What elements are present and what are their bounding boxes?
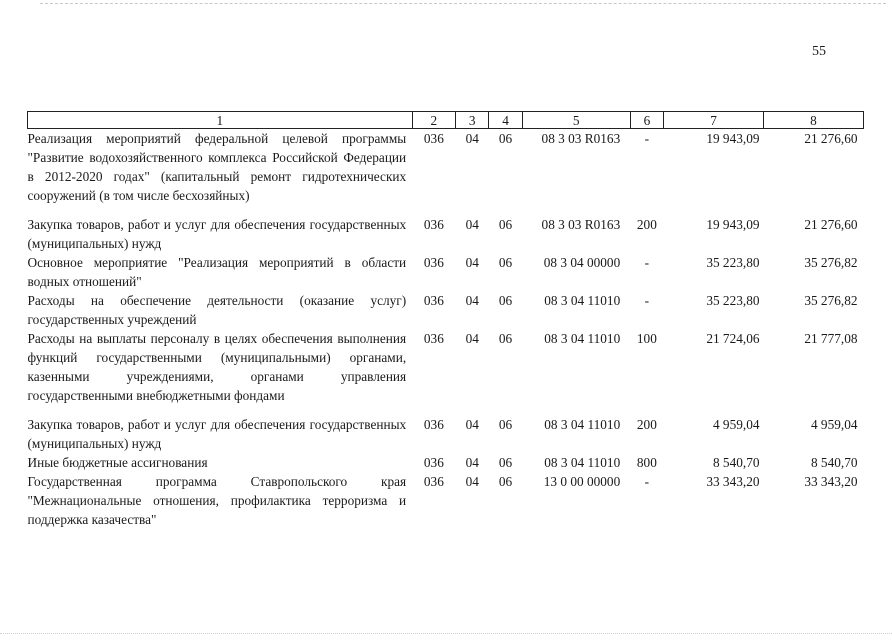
amount-col8: 35 276,82 (804, 293, 858, 308)
target-article-code: 08 3 03 R0163 (541, 131, 621, 146)
expense-type-code: - (644, 255, 650, 270)
expense-type-code: 800 (636, 455, 657, 470)
amount-col7: 4 959,04 (712, 417, 760, 432)
section-code: 04 (465, 417, 479, 432)
amount-col8: 21 276,60 (804, 217, 858, 232)
expense-name: Расходы на обеспечение деятельности (оказание услуг) государственных учреждений (27, 293, 407, 327)
amount-col7: 19 943,09 (706, 217, 760, 232)
expense-type-code: 100 (636, 331, 657, 346)
amount-col8: 21 276,60 (804, 131, 858, 146)
expense-name: Расходы на выплаты персоналу в целях обеспечения выполнения функций государственными (муниципальными) органами, казенными учреждениями, органами управления государственными внебюджетными фондами (27, 331, 407, 403)
table-row (28, 472, 864, 529)
ministry-code: 036 (423, 417, 444, 432)
target-article-code: 08 3 04 11010 (544, 331, 621, 346)
amount-col8: 33 343,20 (804, 474, 858, 489)
subsection-code: 06 (498, 293, 513, 308)
subsection-code: 06 (498, 455, 513, 470)
table-row (28, 129, 864, 206)
column-header: 6 (630, 112, 663, 129)
budget-table (27, 111, 864, 529)
expense-name: Закупка товаров, работ и услуг для обеспечения государственных (муниципальных) нужд (27, 417, 407, 451)
expense-name: Реализация мероприятий федеральной целевой программы "Развитие водохозяйственного комплекса Российской Федерации в 2012-2020 годах" (капитальный ремонт гидротехнических сооружений (в том числе бесхозяйных) (27, 131, 407, 203)
amount-col8: 8 540,70 (810, 455, 858, 470)
expense-type-code: - (644, 474, 650, 489)
ministry-code: 036 (423, 255, 444, 270)
target-article-code: 13 0 00 00000 (543, 474, 621, 489)
column-header: 8 (764, 112, 864, 129)
table-row (28, 453, 864, 472)
column-header: 2 (412, 112, 455, 129)
column-header: 1 (28, 112, 413, 129)
amount-col8: 4 959,04 (810, 417, 858, 432)
expense-name: Закупка товаров, работ и услуг для обеспечения государственных (муниципальных) нужд (27, 217, 407, 251)
target-article-code: 08 3 04 11010 (544, 417, 621, 432)
amount-col7: 33 343,20 (706, 474, 760, 489)
ministry-code: 036 (423, 455, 444, 470)
expense-type-code: - (644, 131, 650, 146)
target-article-code: 08 3 04 11010 (544, 455, 621, 470)
expense-type-code: 200 (636, 217, 657, 232)
subsection-code: 06 (498, 255, 513, 270)
scan-edge-bottom (0, 633, 892, 634)
target-article-code: 08 3 03 R0163 (541, 217, 621, 232)
column-header: 7 (664, 112, 764, 129)
amount-col7: 8 540,70 (712, 455, 760, 470)
expense-type-code: 200 (636, 417, 657, 432)
table-row (28, 329, 864, 405)
expense-name: Государственная программа Ставропольского края "Межнациональные отношения, профилактика терроризма и поддержка казачества" (27, 474, 407, 527)
expense-name: Основное мероприятие "Реализация мероприятий в области водных отношений" (27, 255, 407, 289)
table-row (28, 215, 864, 253)
column-header: 4 (489, 112, 522, 129)
amount-col7: 35 223,80 (706, 255, 760, 270)
section-code: 04 (465, 131, 479, 146)
amount-col7: 19 943,09 (706, 131, 760, 146)
ministry-code: 036 (423, 474, 444, 489)
section-code: 04 (465, 217, 479, 232)
target-article-code: 08 3 04 11010 (544, 293, 621, 308)
table-row (28, 253, 864, 291)
amount-col8: 21 777,08 (804, 331, 858, 346)
ministry-code: 036 (423, 293, 444, 308)
subsection-code: 06 (498, 131, 513, 146)
target-article-code: 08 3 04 00000 (543, 255, 621, 270)
ministry-code: 036 (423, 217, 444, 232)
subsection-code: 06 (498, 474, 513, 489)
page-number: 55 (812, 44, 826, 59)
amount-col7: 21 724,06 (706, 331, 760, 346)
section-code: 04 (465, 455, 479, 470)
section-code: 04 (465, 474, 479, 489)
ministry-code: 036 (423, 131, 444, 146)
expense-type-code: - (644, 293, 650, 308)
expense-name: Иные бюджетные ассигнования (27, 455, 208, 470)
subsection-code: 06 (498, 417, 513, 432)
amount-col8: 35 276,82 (804, 255, 858, 270)
column-header: 5 (522, 112, 630, 129)
table-row (28, 415, 864, 453)
section-code: 04 (465, 331, 479, 346)
subsection-code: 06 (498, 331, 513, 346)
header-row (28, 112, 864, 129)
table-row (28, 291, 864, 329)
subsection-code: 06 (498, 217, 513, 232)
section-code: 04 (465, 255, 479, 270)
section-code: 04 (465, 293, 479, 308)
column-header: 3 (456, 112, 489, 129)
scan-edge-top (40, 3, 886, 4)
amount-col7: 35 223,80 (706, 293, 760, 308)
ministry-code: 036 (423, 331, 444, 346)
